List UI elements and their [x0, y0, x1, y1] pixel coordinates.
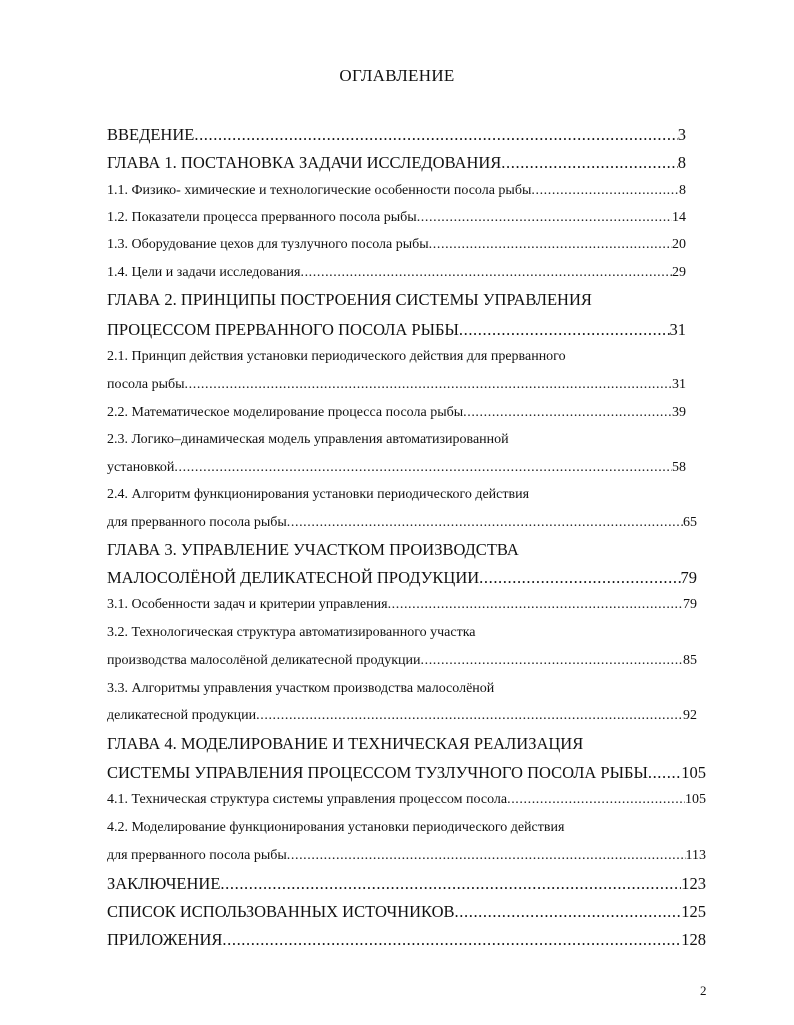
- toc-entry-text: ПРОЦЕССОМ ПРЕРВАННОГО ПОСОЛА РЫБЫ: [107, 320, 459, 339]
- toc-entry-page: 58: [672, 460, 686, 475]
- toc-entry-text: СИСТЕМЫ УПРАВЛЕНИЯ ПРОЦЕССОМ ТУЗЛУЧНОГО ПОСОЛА РЫБЫ: [107, 763, 648, 782]
- dot-leader: [287, 512, 683, 534]
- toc-entry: [107, 929, 706, 951]
- toc-entry: [107, 457, 686, 479]
- dot-leader: [531, 180, 679, 202]
- toc-entry: [107, 594, 697, 616]
- toc-entry: [107, 622, 686, 644]
- toc-entry-text: 1.1. Физико- химические и технологические особенности посола рыбы: [107, 183, 532, 198]
- toc-entry: [107, 234, 686, 256]
- toc-entry-text: посола рыбы: [107, 377, 185, 392]
- toc-entry-text: 2.1. Принцип действия установки периодического действия для прерванного: [107, 349, 566, 364]
- toc-entry: [107, 124, 686, 146]
- dot-leader: [194, 124, 677, 146]
- toc-entry: [107, 484, 686, 506]
- toc-entry: [107, 429, 686, 451]
- dot-leader: [417, 207, 672, 229]
- toc-entry-text: деликатесной продукции: [107, 708, 257, 723]
- toc-entry: [107, 873, 706, 895]
- toc-entry-page: 105: [681, 763, 706, 782]
- toc-entry-page: 8: [679, 183, 686, 198]
- toc-entry-page: 128: [681, 930, 706, 949]
- page-number: 2: [700, 983, 707, 998]
- dot-leader: [220, 873, 681, 895]
- toc-entry-text: 2.2. Математическое моделирование процесса посола рыбы: [107, 405, 464, 420]
- toc-entry-text: 1.4. Цели и задачи исследования: [107, 265, 301, 280]
- toc-entry: [107, 817, 686, 839]
- toc-entry-text: производства малосолёной деликатесной продукции: [107, 653, 421, 668]
- toc-entry: [107, 402, 686, 424]
- toc-entry: [107, 207, 686, 229]
- toc-entry-page: 65: [683, 515, 697, 530]
- toc-entry-page: 105: [685, 792, 706, 807]
- toc-entry-text: 3.3. Алгоритмы управления участком производства малосолёной: [107, 681, 495, 696]
- toc-entry-page: 31: [669, 320, 686, 339]
- toc-entry-page: 79: [680, 568, 697, 587]
- toc-entry: [107, 512, 697, 534]
- dot-leader: [174, 457, 672, 479]
- toc-entry: [107, 567, 697, 589]
- toc-entry-text: 1.2. Показатели процесса прерванного посола рыбы: [107, 210, 417, 225]
- toc-entry: [107, 346, 686, 368]
- toc-entry: [107, 152, 686, 174]
- toc-entry: [107, 289, 686, 311]
- toc-entry-text: ГЛАВА 4. МОДЕЛИРОВАНИЕ И ТЕХНИЧЕСКАЯ РЕАЛИЗАЦИЯ: [107, 734, 584, 753]
- toc-entry: [107, 705, 697, 727]
- toc-entry-text: СПИСОК ИСПОЛЬЗОВАННЫХ ИСТОЧНИКОВ: [107, 902, 455, 921]
- dot-leader: [507, 789, 685, 811]
- toc-entry: [107, 650, 697, 672]
- dot-leader: [648, 762, 681, 784]
- toc-entry-page: 113: [685, 848, 706, 863]
- toc-entry-page: 92: [683, 708, 697, 723]
- toc-entry-page: 31: [672, 377, 686, 392]
- toc-entry-text: МАЛОСОЛЁНОЙ ДЕЛИКАТЕСНОЙ ПРОДУКЦИИ: [107, 568, 480, 587]
- toc-entry-page: 39: [672, 405, 686, 420]
- dot-leader: [455, 901, 682, 923]
- toc-entry-page: 125: [681, 902, 706, 921]
- toc-entry-text: установкой: [107, 460, 175, 475]
- toc-entry: [107, 374, 686, 396]
- toc-entry: [107, 845, 706, 867]
- toc-entry-text: 4.2. Моделирование функционирования установки периодического действия: [107, 820, 565, 835]
- toc-entry-text: 4.1. Техническая структура системы управления процессом посола: [107, 792, 508, 807]
- toc-entry: [107, 678, 686, 700]
- toc-entry-text: ВВЕДЕНИЕ: [107, 125, 195, 144]
- toc-entry-page: 85: [683, 653, 697, 668]
- dot-leader: [479, 567, 680, 589]
- toc-entry-page: 14: [672, 210, 686, 225]
- dot-leader: [421, 650, 684, 672]
- dot-leader: [459, 319, 670, 341]
- dot-leader: [256, 705, 683, 727]
- toc-entry-text: 1.3. Оборудование цехов для тузлучного посола рыбы: [107, 237, 429, 252]
- toc-entry-text: 2.3. Логико–динамическая модель управления автоматизированной: [107, 432, 509, 447]
- dot-leader: [463, 402, 672, 424]
- toc-entry-text: 2.4. Алгоритм функционирования установки периодического действия: [107, 487, 530, 502]
- toc-entry: [107, 180, 686, 202]
- toc-entry: [107, 762, 706, 784]
- dot-leader: [185, 374, 672, 396]
- toc-entry-text: ГЛАВА 1. ПОСТАНОВКА ЗАДАЧИ ИССЛЕДОВАНИЯ: [107, 153, 502, 172]
- toc-entry-text: для прерванного посола рыбы: [107, 515, 287, 530]
- toc-entry-page: 3: [677, 125, 686, 144]
- toc-entry: [107, 901, 706, 923]
- toc-entry-page: 8: [677, 153, 686, 172]
- toc-entry-text: 3.2. Технологическая структура автоматизированного участка: [107, 625, 476, 640]
- toc-entry: [107, 733, 686, 755]
- toc-entry: [107, 262, 686, 284]
- dot-leader: [388, 594, 683, 616]
- toc-entry: [107, 789, 706, 811]
- toc-entry: [107, 319, 686, 341]
- dot-leader: [287, 845, 686, 867]
- toc-entry-page: 79: [683, 597, 697, 612]
- toc-entry-text: ГЛАВА 3. УПРАВЛЕНИЕ УЧАСТКОМ ПРОИЗВОДСТВА: [107, 540, 519, 559]
- toc-entry-text: ПРИЛОЖЕНИЯ: [107, 930, 223, 949]
- toc-entry-text: для прерванного посола рыбы: [107, 848, 287, 863]
- toc-entry-text: 3.1. Особенности задач и критерии управления: [107, 597, 388, 612]
- dot-leader: [222, 929, 681, 951]
- toc-entry-page: 29: [672, 265, 686, 280]
- toc-entry-page: 123: [681, 874, 706, 893]
- toc-entry-text: ГЛАВА 2. ПРИНЦИПЫ ПОСТРОЕНИЯ СИСТЕМЫ УПРАВЛЕНИЯ: [107, 290, 592, 309]
- toc-entry-page: 20: [672, 237, 686, 252]
- dot-leader: [429, 234, 672, 256]
- dot-leader: [501, 152, 677, 174]
- dot-leader: [300, 262, 672, 284]
- toc-entry-text: ЗАКЛЮЧЕНИЕ: [107, 874, 221, 893]
- page-title: ОГЛАВЛЕНИЕ: [339, 66, 455, 85]
- toc-entry: [107, 539, 686, 561]
